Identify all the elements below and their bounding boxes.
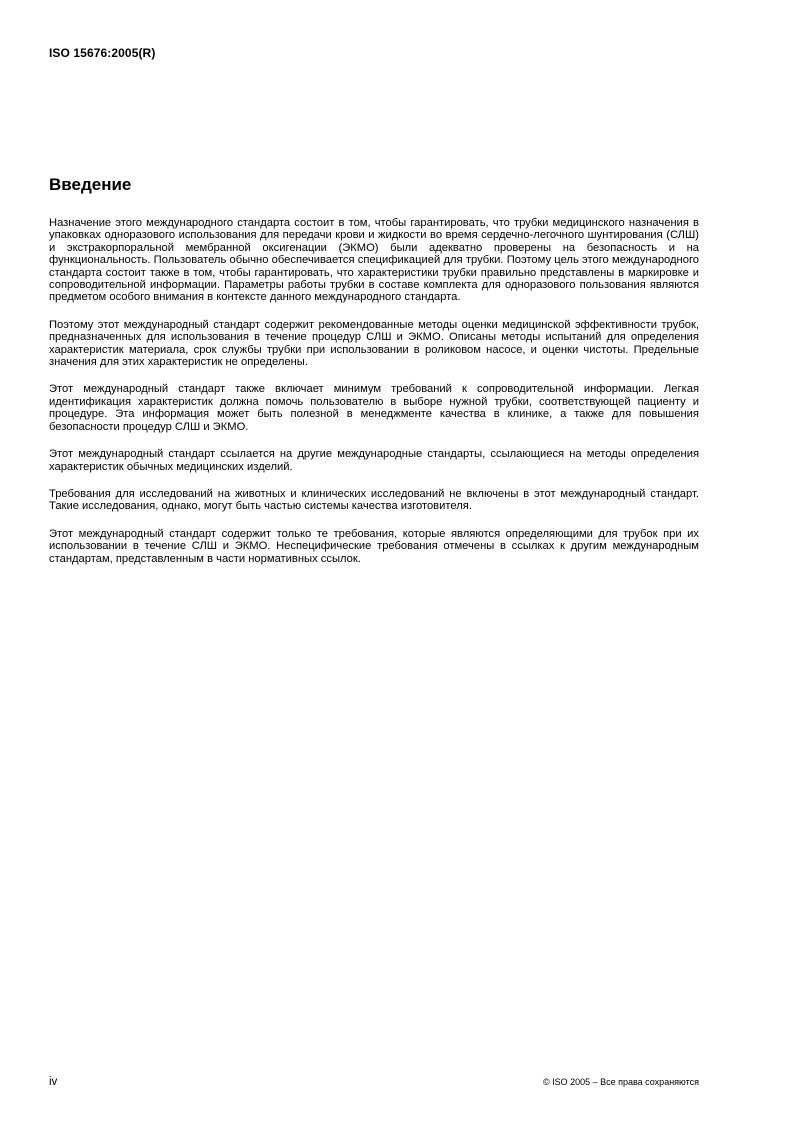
section-title: Введение [49,175,132,194]
introduction-body [49,217,699,580]
copyright-notice: © ISO 2005 – Все права сохраняются [542,1077,699,1087]
paragraph-3: Этот международный стандарт также включает минимум требований к сопроводительной информации. Легкая идентификация характеристик должна помочь пользователю в выборе нужной трубки, соответствующей пациенту и процедуре. Эта информация может быть полезной в менеджменте качества в клинике, а также для повышения безопасности процедур СЛШ и ЭКМО. [49,383,699,433]
page-footer [49,1076,699,1088]
page-number: iv [49,1076,58,1088]
paragraph-1: Назначение этого международного стандарта состоит в том, чтобы гарантировать, что трубки медицинского назначения в упаковках одноразового использования для передачи крови и жидкости во время сердечно-легочного шунтирования (СЛШ) и экстракорпоральной мембранной оксигенации (ЭКМО) были адекватно проверены на безопасность и на функциональность. Пользователь обычно обеспечивается спецификацией для трубки. Поэтому цель этого международного стандарта состоит также в том, чтобы гарантировать, что характеристики трубки правильно представлены в маркировке и сопроводительной информации. Параметры работы трубки в составе комплекта для одноразового пользования являются предметом особого внимания в контексте данного международного стандарта. [49,217,699,304]
document-id-header: ISO 15676:2005(R) [49,46,156,60]
paragraph-4: Этот международный стандарт ссылается на другие международные стандарты, ссылающиеся на методы определения характеристик обычных медицинских изделий. [49,448,699,473]
paragraph-6: Этот международный стандарт содержит только те требования, которые являются определяющими для трубок при их использовании в течение СЛШ и ЭКМО. Неспецифические требования отмечены в ссылках к другим международным стандартам, представленным в части нормативных ссылок. [49,527,699,565]
paragraph-2: Поэтому этот международный стандарт содержит рекомендованные методы оценки медицинской эффективности трубок, предназначенных для использования в течение процедур СЛШ и ЭКМО. Описаны методы испытаний для определения характеристик материала, срок службы трубки при использовании в роликовом насосе, и оценки чистоты. Предельные значения для этих характеристик не определены. [49,318,699,369]
paragraph-5: Требования для исследований на животных и клинических исследований не включены в этот международный стандарт. Такие исследования, однако, могут быть частью системы качества изготовителя. [49,487,699,513]
